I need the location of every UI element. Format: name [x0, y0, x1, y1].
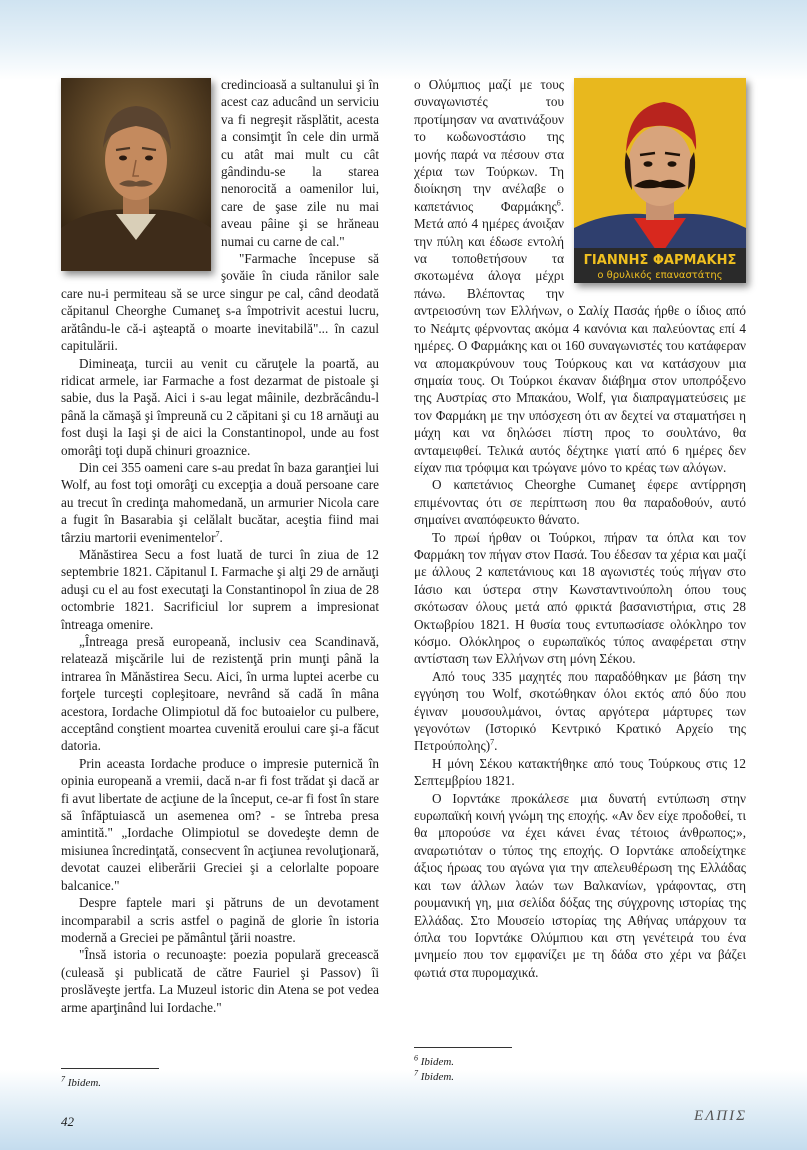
- header-band: [0, 0, 807, 80]
- right-paragraph-6: Ο Ιορντάκε προκάλεσε μια δυνατή εντύπωση στην ευρωπαϊκή κοινή γνώμη της εποχής. «Αν δεν είχε προδοθεί, τι θα μπορούσε να έχει κάνει ένας τέτοιος άνθρωπος;», αναρωτιόταν ο τύπος της εποχής. Ο Ιορντάκε αποδείχτηκε άξιος ήρωας του αγώνα για την απελευθέρωση της Ελλάδας και των άλλων λαών των Βαλκανίων, γράφοντας, στη ρουμανική γη, μια σελίδα δόξας της σύγχρονης ιστορίας της Ελλάδας. Στο Μουσείο ιστορίας της Αθήνας υπάρχουν τα όπλα του Ιορντάκε Ολύμπιου και στη γενέτειρά του ένα μνημείο που τον εμφανίζει με τη δάδα στο χέρι να βάζει φωτιά στα πυρομαχικά.: [414, 790, 746, 980]
- right-paragraph-1: ο Ολύμπιος μαζί με τους συναγωνιστές του προτίμησαν να ανατινάξουν το κωδωνοστάσιο της μονής παρά να πέσουν στα χέρια των Τούρκων. Τη διοίκηση την ανέλαβε ο καπετάνιος Φαρμάκης$^6$. Μετά από 4 ημέρες άνοιξαν την πύλη και έδωσε εντολή να τοποθετήσουν τα σκοτωμένα άλογα μέχρι πάνω. Βλέποντας την αντρειοσύνη των Ελλήνων, ο Σαλίχ Πασάς ήρθε ο ίδιος από το Νεάμτς φέρνοντας ακόμα 4 κανόνια και παλεύοντας επί 4 ημέρες. Ο Φαρμάκης και οι 160 συναγωνιστές του κατάφεραν να απομακρύνουν τους Τούρκους και να κατάσχουν μια σημαία τους. Οι Τούρκοι έκαναν διάβημα στον υποπρόξενο της Αυστρίας στο Μπακάου, Wolf, για διαπραγματεύσεις με τον Φαρμάκη με την υπόσχεση ότι αν δεχτεί να σταματήσει η μάχη και να δηλώσει πίστη προς το σουλτάνο, θα ανταμειφθεί. Τελικά αυτός δέχτηκε γιατί από 6 ημέρες δεν είχαν πια τρόφιμα και τρώγανε μόνο το κρέας των αλόγων.: [414, 77, 746, 475]
- right-paragraph-3: Το πρωί ήρθαν οι Τούρκοι, πήραν τα όπλα και τον Φαρμάκη τον πήγαν στον Πασά. Του έδεσαν τα χέρια και μαζί με άλλους 2 καπετάνιους και 18 αγωνιστές τούς πήγαν στο Ιάσιο και ύστερα στην Κωνσταντινούπολη όπου τους σκότωσαν όλους μετά από φρικτά βασανιστήρια, στις 28 Οκτωβρίου 1821. Η θυσία τους εντυπωσίασε ολόκληρο τον κόσμο. Ολόκληρος ο ευρωπαϊκός τύπος αναφέρεται στην αντίσταση των Ελλήνων στη μόνη Σέκου.: [414, 529, 746, 667]
- right-paragraph-4-text: Από τους 335 μαχητές που παραδόθηκαν με βάση την εγγύηση του Wolf, σκοτώθηκαν όλοι εκτός από δύο που έγιναν μουσουλμάνοι, όντας αργότερα μάρτυρες των γεγονότων (Ιστορικό Κεντρικό Κρατικό Αρχείο της Πετρούπολης): [414, 668, 746, 754]
- page-number: 42: [61, 1114, 74, 1129]
- right-paragraph-2: Ο καπετάνιος Cheorghe Cumaneţ έφερε αντίρρηση επιμένοντας ότι σε περίπτωση που θα παραδοθούν, αυτό σημαίνει αναπόφευκτο θάνατο.: [414, 477, 746, 528]
- footnote-right-6: [414, 1055, 454, 1069]
- journal-name: ΕΛΠΙΣ: [694, 1108, 747, 1124]
- right-paragraph-1-cont: Μετά από 4 ημέρες άνοιξαν την πύλη και έδωσε εντολή να τοποθετήσουν τα σκοτωμένα άλογα μέχρι πάνω. Βλέποντας την αντρειοσύνη των Ελλήνων, ο Σαλίχ Πασάς ήρθε ο ίδιος από το Νεάμτς φέρνοντας ακόμα 4 κανόνια και παλεύοντας επί 4 ημέρες. Ο Φαρμάκης και οι 160 συναγωνιστές του κατάφεραν να απομακρύνουν τους Τούρκους και να κατάσχουν μια σημαία τους. Οι Τούρκοι έκαναν διάβημα στον υποπρόξενο της Αυστρίας στο Μπακάου, Wolf, για διαπραγματεύσεις με τον Φαρμάκη με την υπόσχεση ότι αν δεχτεί να σταματήσει η μάχη και να δηλώσει πίστη προς το σουλτάνο, θα ανταμειφθεί. Τελικά αυτός δέχτηκε γιατί από 6 ημέρες δεν είχαν πια τρόφιμα και τρώγανε μόνο το κρέας των αλόγων.: [414, 216, 746, 475]
- left-paragraph-7: Prin aceasta Iordache produce o impresie puternică în opinia europeană a vremii, dacă n-ar fi fost trădat şi dacă ar fi avut libertate de acţiune de la început, ce-ar fi fost în stare să înfăptuiască un asemenea om? - se întreba presa amintită." „Iordache Olimpiotul se dovedeşte demn de misiunea încredinţată, consecvent în acţiunea revoluţionară, devotat cauzei eliberării Greciei şi a celorlalte popoare balcanice.": [61, 755, 379, 893]
- left-paragraph-4: Din cei 355 oameni care s-au predat în baza garanţiei lui Wolf, au fost toţi omorâţi cu excepţia a două persoane care au trecut în credinţa mahomedană, un armurier Nicola care a fugit în Basarabia şi celălalt bucătar, aceştia fiind mai târziu martorii evenimentelor$^7$.: [61, 459, 379, 545]
- left-paragraph-1: credincioasă a sultanului şi în acest caz aducând un serviciu va fi negreşit răsplătit, acesta a consimţit în cele din urmă cu atât mai mult cu cât gândindu-se la starea nenorocită a oamenilor lui, care de şase zile nu mai aveau pâine şi se hrăneau numai cu carne de cal.": [221, 77, 379, 249]
- footnote-ref-7-left: 7: [215, 529, 220, 539]
- footnote-right-7-num: 7: [414, 1068, 418, 1078]
- footnote-right-7: [414, 1070, 454, 1084]
- footnote-right-7-text: Ibidem.: [420, 1071, 455, 1083]
- left-paragraph-3: Dimineaţa, turcii au venit cu căruţele la poartă, au ridicat armele, iar Farmache a fost dezarmat de pistoale şi sabie, dus la Paşă. Aici i s-au legat mâinile, dezbrăcându-l până la cămaşă şi împreună cu 2 căpitani şi cu 18 arnăuţi au fost duşi la Iaşi şi de aici la Constantinopol, unde au fost omorâţi toţi după chinuri groaznice.: [61, 355, 379, 458]
- figure-caption-line-1: ΓΙΑΝΝΗΣ ΦΑΡΜΑΚΗΣ: [583, 253, 737, 268]
- footnote-ref-7-right: 7: [490, 738, 495, 748]
- footnote-rule-left: [61, 1068, 159, 1069]
- portrait-image-left: [61, 78, 211, 271]
- portrait-figure-right: [574, 78, 746, 283]
- portrait-figure-left: [61, 78, 211, 271]
- right-column: [414, 76, 746, 981]
- left-paragraph-9: "Însă istoria o recunoaşte: poezia populară grecească (culeasă şi publicată de către Fauriel şi Passov) îi proslăveşte jertfa. La Muzeul istoric din Atena se pot vedea arme aparţinând lui Iordache.": [61, 947, 379, 1015]
- left-paragraph-8: Despre faptele mari şi pătruns de un devotament incomparabil a scris astfel o pagină de glorie în istoria modernă a Greciei pe pământul ţării noastre.: [61, 895, 379, 945]
- portrait-image-right: [574, 78, 746, 283]
- right-paragraph-5: Η μόνη Σέκου κατακτήθηκε από τους Τούρκους στις 12 Σεπτεμβρίου 1821.: [414, 755, 746, 789]
- footnote-left: [61, 1076, 101, 1090]
- left-paragraph-6: „Întreaga presă europeană, inclusiv cea Scandinavă, relatează mişcările lui de rezistenţă prin munţi până la intrarea în Mănăstirea Secu. Aici, în urma luptei acerbe cu forţele turceşti copleşitoare, nevrând să cadă în mâna acestora, Iordache Olimpiotul dă foc butoaielor cu pulbere, acceptând conştient moartea cuvenită eroului care şi-a făcut datoria.: [61, 634, 379, 754]
- footnote-right-6-text: Ibidem.: [420, 1056, 455, 1068]
- left-paragraph-4-text: Din cei 355 oameni care s-au predat în baza garanţiei lui Wolf, au fost toţi omorâţi cu excepţia a două persoane care au trecut în credinţa mahomedană, un armurier Nicola care a fugit în Basarabia şi celălalt bucătar, aceştia fiind mai târziu martorii evenimentelor: [61, 459, 379, 545]
- footer-band: [0, 1070, 807, 1150]
- footnote-left-num: 7: [61, 1074, 65, 1084]
- footnote-rule-right: [414, 1047, 512, 1048]
- right-paragraph-4: Από τους 335 μαχητές που παραδόθηκαν με βάση την εγγύηση του Wolf, σκοτώθηκαν όλοι εκτός από δύο που έγιναν μουσουλμάνοι, όντας αργότερα μάρτυρες των γεγονότων (Ιστορικό Κεντρικό Κρατικό Αρχείο της Πετρούπολης)$^7$.: [414, 668, 746, 754]
- footnote-ref-6-right: 6: [556, 198, 561, 208]
- left-paragraph-5: Mănăstirea Secu a fost luată de turci în ziua de 12 septembrie 1821. Căpitanul I. Farmache şi alţi 29 de arnăuţi aduşi cu el au fost executaţi la Constantinopol în ziua de 28 octombrie 1821. Sacrificiul lor suprem a impresionat întreaga omenire.: [61, 546, 379, 632]
- footnote-left-text: Ibidem.: [67, 1077, 102, 1089]
- left-paragraph-2: "Farmache începuse să şovăie în ciuda rănilor sale care nu-i permiteau să se urce singur pe cal, când deodată căpitanul Cheorghe Cumaneţ s-a împotrivit acestui lucru, arătându-le că-i aşteaptă o moarte inevitabilă"... în cazul capitulării.: [61, 251, 379, 354]
- figure-caption-line-2: ο θρυλικός επαναστάτης: [597, 270, 723, 281]
- footnote-right-6-num: 6: [414, 1053, 418, 1063]
- right-paragraph-1-text: ο Ολύμπιος μαζί με τους συναγωνιστές του προτίμησαν να ανατινάξουν το κωδωνοστάσιο της μονής παρά να πέσουν στα χέρια των Τούρκων. Τη διοίκηση την ανέλαβε ο καπετάνιος Φαρμάκης: [414, 77, 564, 214]
- left-column: [61, 76, 379, 1016]
